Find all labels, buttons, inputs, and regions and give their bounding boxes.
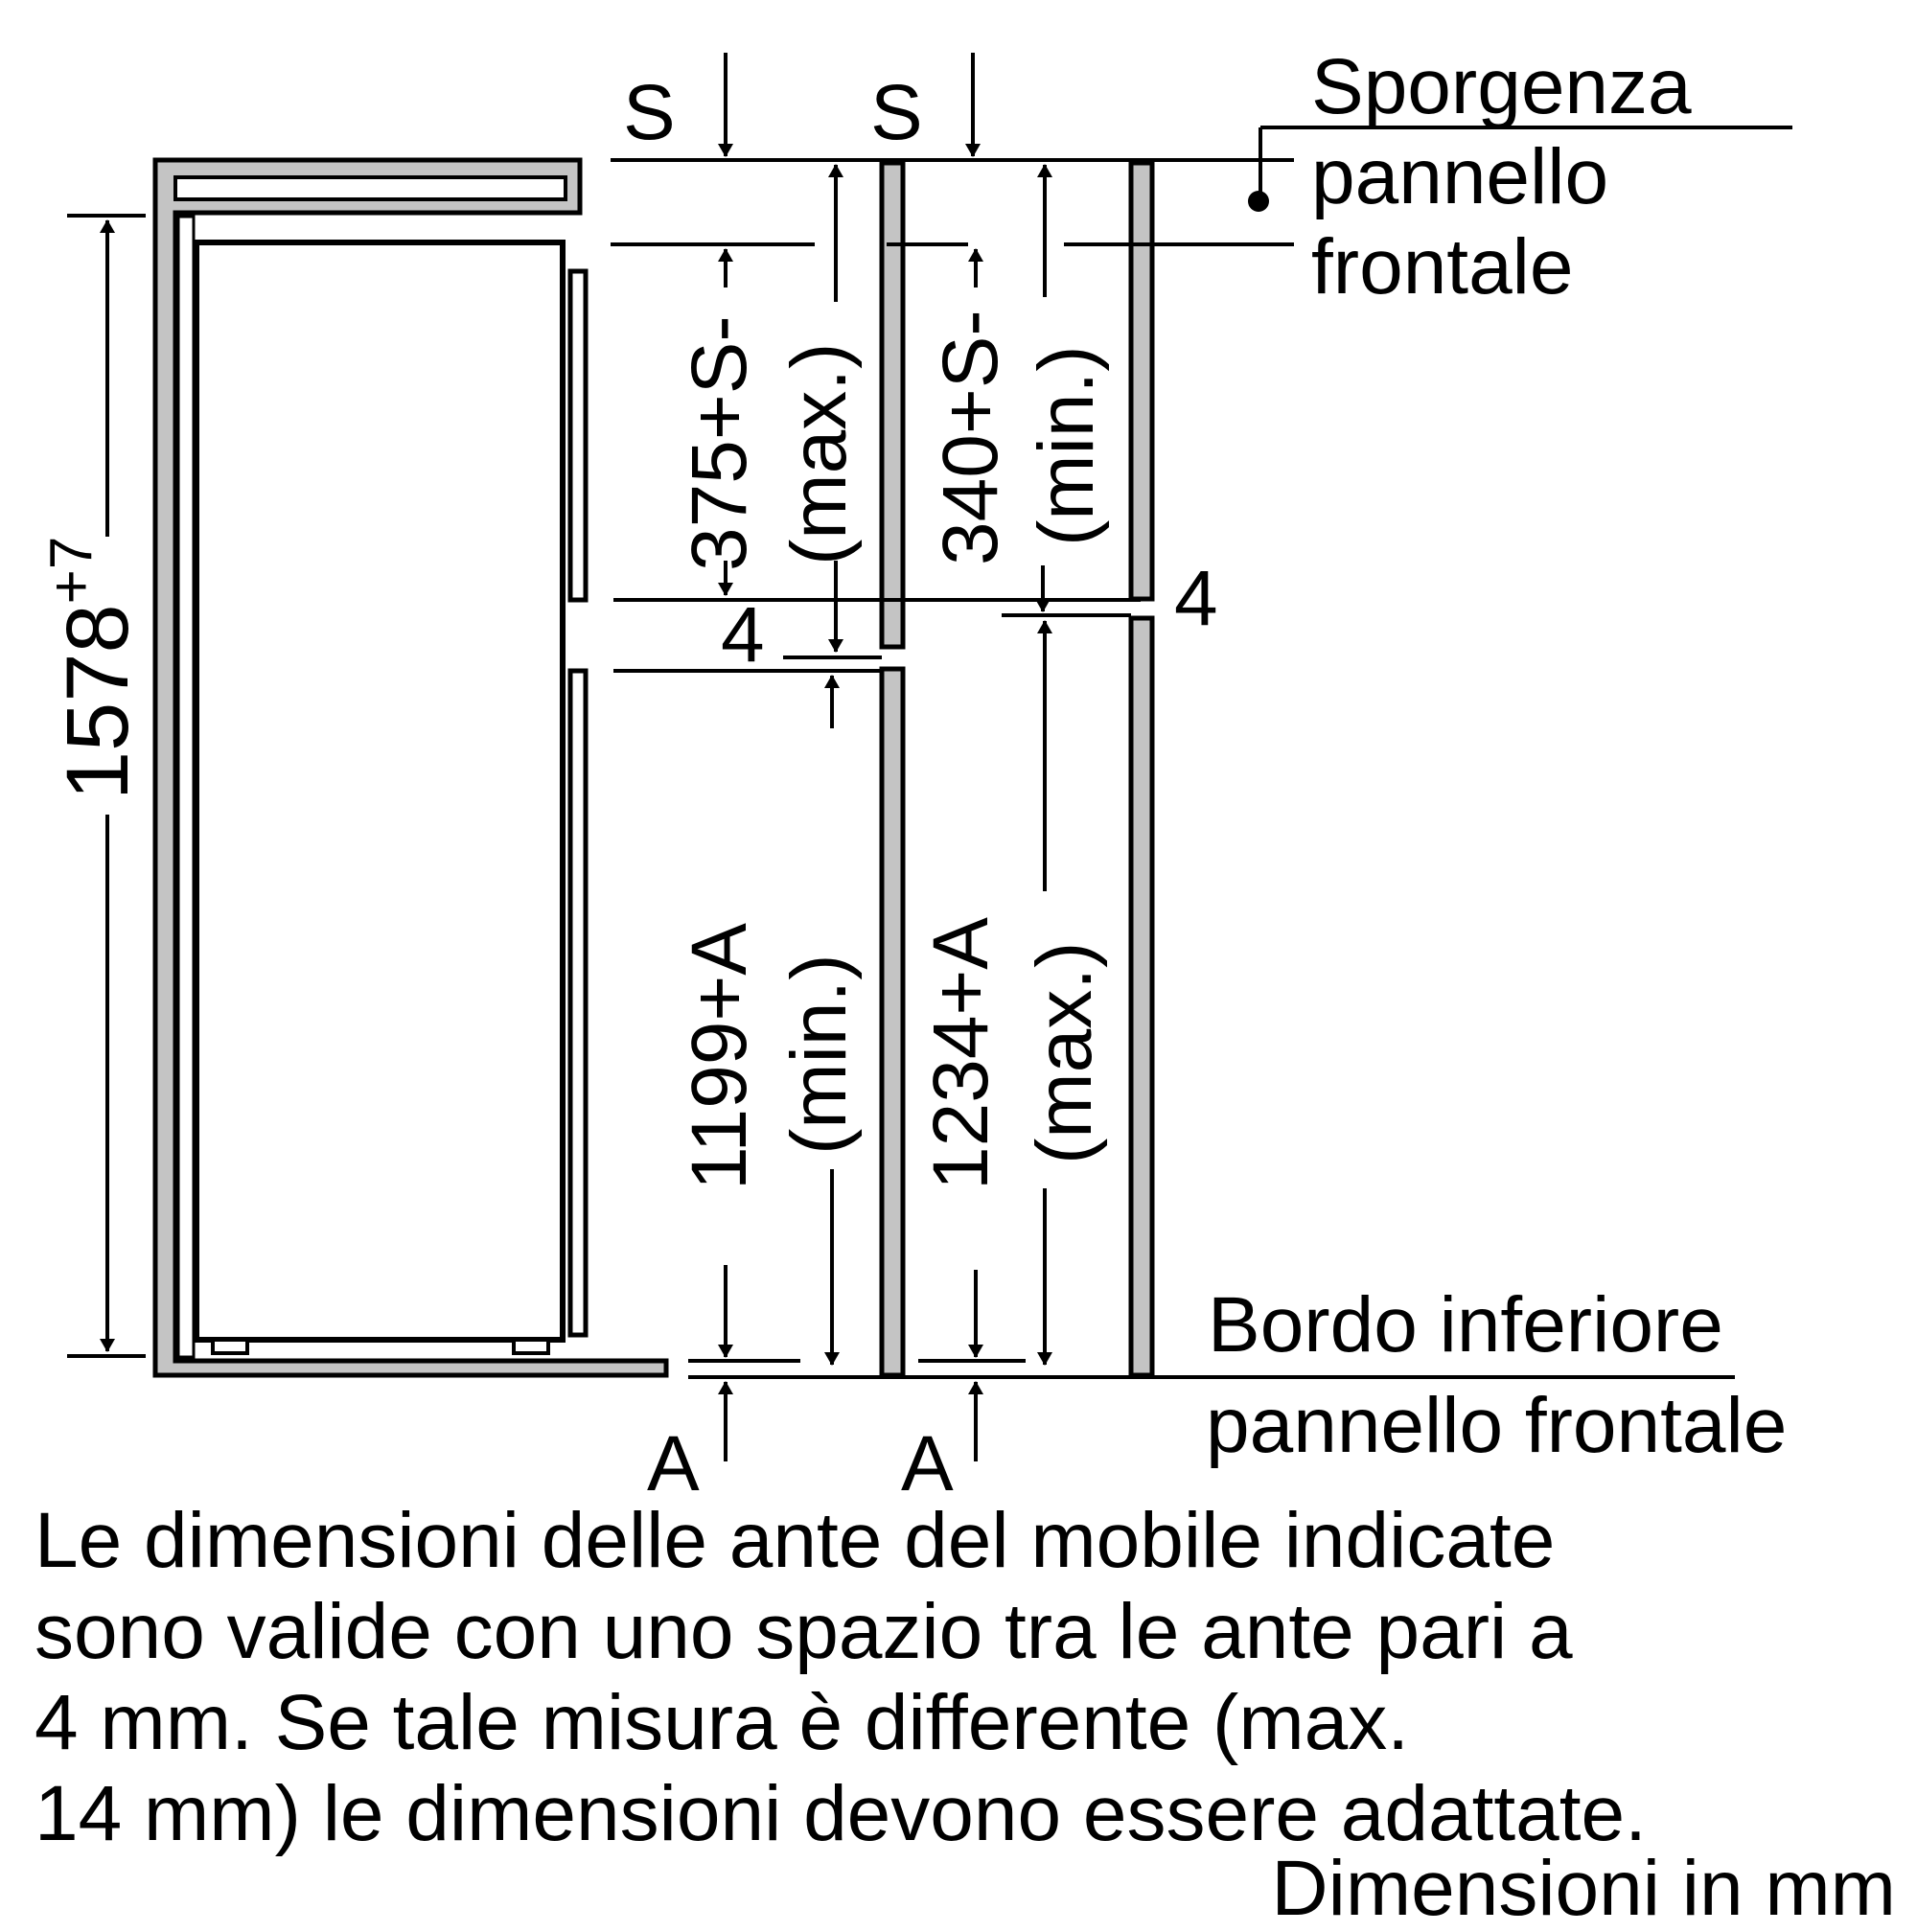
- s-label-left: S: [623, 69, 676, 156]
- gap-note-line: sono valide con uno spazio tra le ante pari a: [35, 1588, 1573, 1675]
- gap-note: [35, 1495, 1894, 1859]
- hinge-lower: [570, 671, 586, 1335]
- upper-door-max-value: 375+S-: [676, 315, 763, 571]
- a-label-left: A: [647, 1420, 700, 1507]
- units-label: Dimensioni in mm: [1271, 1845, 1896, 1932]
- foot-right: [514, 1340, 548, 1353]
- protrusion-pointer-dot: [1248, 191, 1269, 212]
- gap-note-line: 14 mm) le dimensioni devono essere adattate.: [35, 1770, 1647, 1857]
- appliance-outline: [178, 217, 194, 1357]
- upper-door-right: [1131, 163, 1152, 599]
- door-panels: [882, 163, 1152, 1375]
- total-height-tolerance: +7: [38, 536, 104, 605]
- lower-door-left: [882, 669, 903, 1375]
- protrusion-label-line1: Sporgenza: [1311, 43, 1692, 130]
- a-label-right: A: [901, 1420, 954, 1507]
- upper-door-left: [882, 163, 903, 647]
- appliance-body: [196, 242, 563, 1340]
- gap-note-line: Le dimensioni delle ante del mobile indicate: [35, 1497, 1556, 1584]
- upper-door-min-qualifier: (min.): [1023, 345, 1110, 546]
- bottom-edge-label-line2: pannello frontale: [1206, 1382, 1788, 1469]
- s-label-right: S: [870, 69, 923, 156]
- gap-label-left: 4: [721, 591, 765, 678]
- total-height-label: $1578^{+7}$: [38, 536, 147, 800]
- upper-door-max-qualifier: (max.): [775, 342, 863, 565]
- upper-door-min-value: 340+S-: [927, 310, 1014, 565]
- foot-left: [213, 1340, 247, 1353]
- lower-door-max-qualifier: (max.): [1021, 941, 1108, 1164]
- cabinet-top-lip: [175, 177, 566, 199]
- gap-note-line: 4 mm. Se tale misura è differente (max.: [35, 1679, 1410, 1766]
- cabinet-section: [155, 160, 666, 1375]
- lower-door-min-qualifier: (min.): [775, 954, 863, 1155]
- protrusion-label-line2: pannello: [1311, 133, 1609, 220]
- protrusion-label-line3: frontale: [1311, 223, 1574, 310]
- gap-label-right: 4: [1174, 555, 1218, 642]
- lower-door-right: [1131, 618, 1152, 1375]
- lower-door-max-value: 1234+A: [917, 917, 1005, 1190]
- hinge-upper: [570, 271, 586, 600]
- bottom-edge-label-line1: Bordo inferiore: [1208, 1281, 1723, 1368]
- lower-door-min-value: 1199+A: [676, 923, 763, 1190]
